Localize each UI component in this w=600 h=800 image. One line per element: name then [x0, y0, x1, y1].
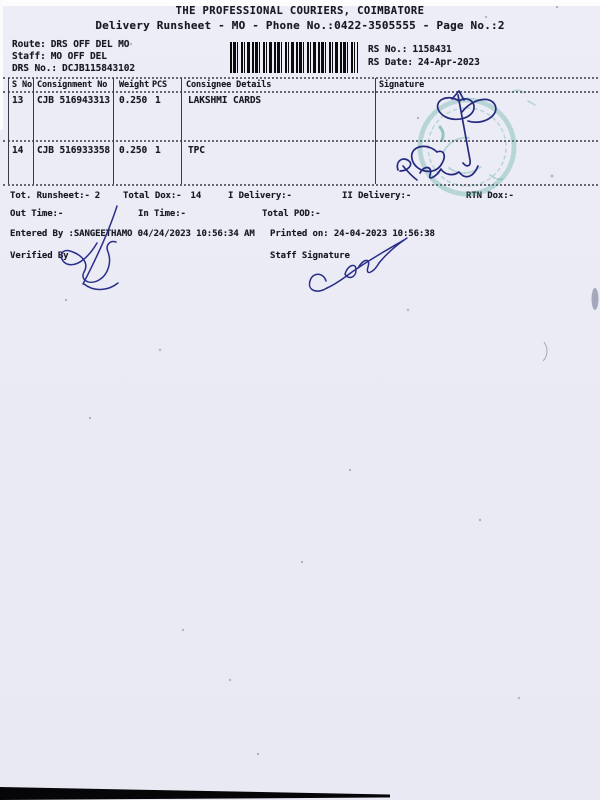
table-row-cell-consignment: CJB 516943313: [37, 95, 111, 106]
runsheet-subtitle: Delivery Runsheet - MO - Phone No.:0422-3505555 - Page No.:2: [95, 19, 505, 32]
table-border: [113, 78, 114, 184]
verified-by-label: Verified By: [10, 251, 69, 261]
summary-out-time: Out Time:-: [10, 209, 64, 219]
rs-no-line: RS No.: 1158431: [368, 44, 452, 55]
summary-total-pod: Total POD:-: [262, 209, 321, 219]
table-border: [8, 78, 9, 184]
divider: [3, 77, 598, 79]
table-border: [375, 78, 376, 184]
divider: [3, 140, 598, 142]
rs-date-line: RS Date: 24-Apr-2023: [368, 57, 480, 68]
col-header-signature: Signature: [379, 80, 425, 90]
staff-signature-ink: [309, 238, 407, 291]
col-header-pcs: PCS: [152, 80, 168, 90]
table-row-cell-pcs: 1: [155, 95, 161, 106]
table-row-cell-consignment: CJB 516933358: [37, 145, 111, 156]
company-title: THE PROFESSIONAL COURIERS, COIMBATORE: [175, 5, 425, 17]
divider: [3, 184, 598, 186]
consignee-signature-ink: [397, 91, 496, 180]
col-header-weight: Weight: [119, 80, 150, 90]
col-header-consignment: Consignment No: [37, 80, 108, 90]
summary-ii-delivery: II Delivery:-: [342, 191, 412, 201]
col-header-consignee: Consignee Details: [186, 80, 272, 90]
table-border: [181, 78, 182, 184]
printed-on-line: Printed on: 24-04-2023 10:56:38: [270, 229, 435, 239]
table-row-cell-weight: 0.250: [119, 145, 148, 156]
table-row-cell-consignee: LAKSHMI CARDS: [188, 95, 262, 106]
table-row-cell-consignee: TPC: [188, 145, 205, 156]
table-row-cell-sno: 14: [12, 145, 24, 156]
scan-noise: [65, 6, 558, 755]
verified-by-signature-ink: [61, 206, 118, 290]
scan-smudge: [592, 288, 599, 310]
table-row-cell-weight: 0.250: [119, 95, 148, 106]
drs-no-line: DRS No.: DCJB115843102: [12, 63, 136, 74]
summary-total-dox: Total Dox:- 14: [123, 191, 202, 201]
col-header-sno: S No: [12, 80, 33, 90]
table-row-cell-sno: 13: [12, 95, 24, 106]
summary-in-time: In Time:-: [138, 209, 186, 219]
entered-by-line: Entered By :SANGEETHAMO 04/24/2023 10:56:34 AM: [10, 229, 255, 239]
route-line: Route: DRS OFF DEL MO: [12, 39, 130, 50]
table-row-cell-pcs: 1: [155, 145, 161, 156]
scan-edge-artifact: [0, 787, 390, 800]
table-border: [33, 78, 34, 184]
barcode-icon: [230, 42, 358, 73]
scan-crease-mark: [543, 342, 547, 361]
staff-signature-label: Staff Signature: [270, 251, 350, 261]
staff-line: Staff: MO OFF DEL: [12, 51, 107, 62]
summary-rtn-dox: RTN Dox:-: [466, 191, 514, 201]
courier-stamp-icon: [416, 90, 535, 198]
divider: [3, 91, 598, 93]
summary-i-delivery: I Delivery:-: [228, 191, 292, 201]
summary-tot-runsheet: Tot. Runsheet:- 2: [10, 191, 101, 201]
